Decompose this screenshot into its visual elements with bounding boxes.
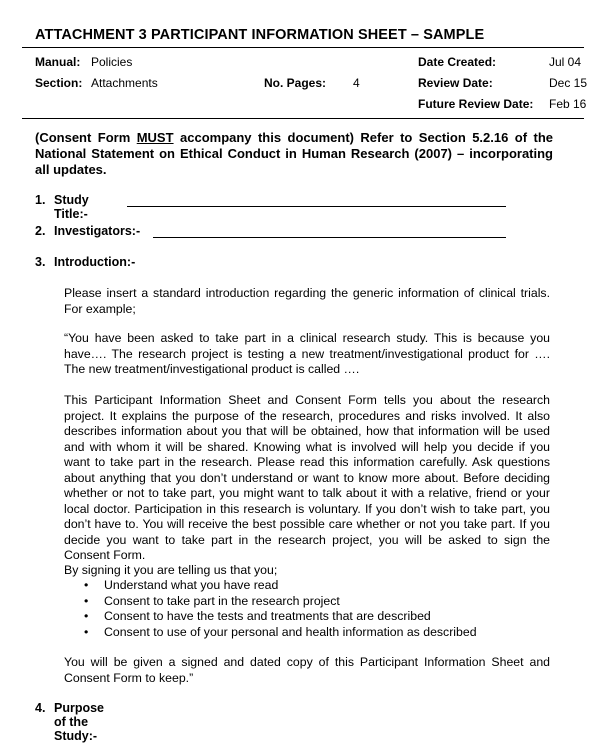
intro-sample-body: This Participant Information Sheet and Consent Form tells you about the research project. It explains the purpose of the research, procedures and risks involved. It also describes information about you that will be obtained, how that information will be used and with whom it will be shared. Knowing what is involved will help you decide if you want to take part in the research. Please read this information carefully. Ask questions about anything that you don’t understand or want to know more about. Before deciding whether or not to take part, you might want to talk about it with a relative, friend or your local doctor. Participation in this research is voluntary. If you don’t wish to take part, you don’t have to. You will receive the best possible care whether or not you take part. If you decide you want to take part in the research project, you will be asked to sign the Consent Form. <box>64 393 550 562</box>
pages-value: 4 <box>353 76 360 90</box>
notice-text-start: (Consent Form <box>35 130 137 145</box>
date-created-label: Date Created: <box>418 55 497 69</box>
study-title-label: Study Title:- <box>54 193 89 221</box>
intro-closing: You will be given a signed and dated copy of this Participant Information Sheet and Consent Form to keep.” <box>64 655 550 685</box>
consent-bullet-list <box>84 578 477 640</box>
bullet-icon: • <box>84 624 89 639</box>
consent-notice <box>35 130 553 178</box>
intro-sample-opening: “You have been asked to take part in a clinical research study. This is because you have…. The research project is testing a new treatment/investigational product for …. The new treatment/investigational product is called …. <box>64 331 550 376</box>
title-divider <box>22 47 584 48</box>
bullet-icon: • <box>84 609 89 623</box>
manual-label: Manual: <box>35 55 81 69</box>
notice-text-end: accompany this document) Refer to Section 5.2.16 of the National Statement on Ethical Conduct in Human Research (2007) – incorporating all updates. <box>35 130 553 177</box>
review-date-value: Dec 15 <box>549 76 588 90</box>
future-review-value: Feb 16 <box>549 97 587 111</box>
manual-value: Policies <box>91 55 133 69</box>
section-number: 4. <box>35 701 46 715</box>
list-item: • Consent to use of your personal and health information as described <box>84 624 477 639</box>
must-emphasis: MUST <box>136 130 174 145</box>
introduction-label: Introduction:- <box>54 255 136 269</box>
intro-signing-lead: By signing it you are telling us that you; <box>64 563 278 577</box>
intro-instructions: Please insert a standard introduction regarding the generic information of clinical trials. For example; <box>64 286 550 316</box>
section-number: 2. <box>35 224 46 238</box>
list-item: • Understand what you have read <box>84 578 279 592</box>
purpose-label: Purpose of the Study:- <box>54 701 105 743</box>
pages-label: No. Pages: <box>264 76 327 90</box>
section-label: Section: <box>35 76 83 90</box>
list-item: • Consent to take part in the research project <box>84 593 340 608</box>
bullet-icon: • <box>84 593 89 608</box>
section-number: 1. <box>35 193 46 207</box>
document-title: ATTACHMENT 3 PARTICIPANT INFORMATION SHEET – SAMPLE <box>35 27 485 43</box>
investigators-label: Investigators:- <box>54 224 141 238</box>
section-number: 3. <box>35 255 46 269</box>
review-date-label: Review Date: <box>418 76 493 90</box>
section-value: Attachments <box>91 76 158 90</box>
header-divider <box>22 118 584 119</box>
investigators-field[interactable] <box>153 237 506 238</box>
study-title-field[interactable] <box>127 206 506 207</box>
list-item: • Consent to have the tests and treatments that are described <box>84 609 431 623</box>
bullet-icon: • <box>84 578 89 592</box>
date-created-value: Jul 04 <box>549 55 582 69</box>
future-review-label: Future Review Date: <box>418 97 534 111</box>
